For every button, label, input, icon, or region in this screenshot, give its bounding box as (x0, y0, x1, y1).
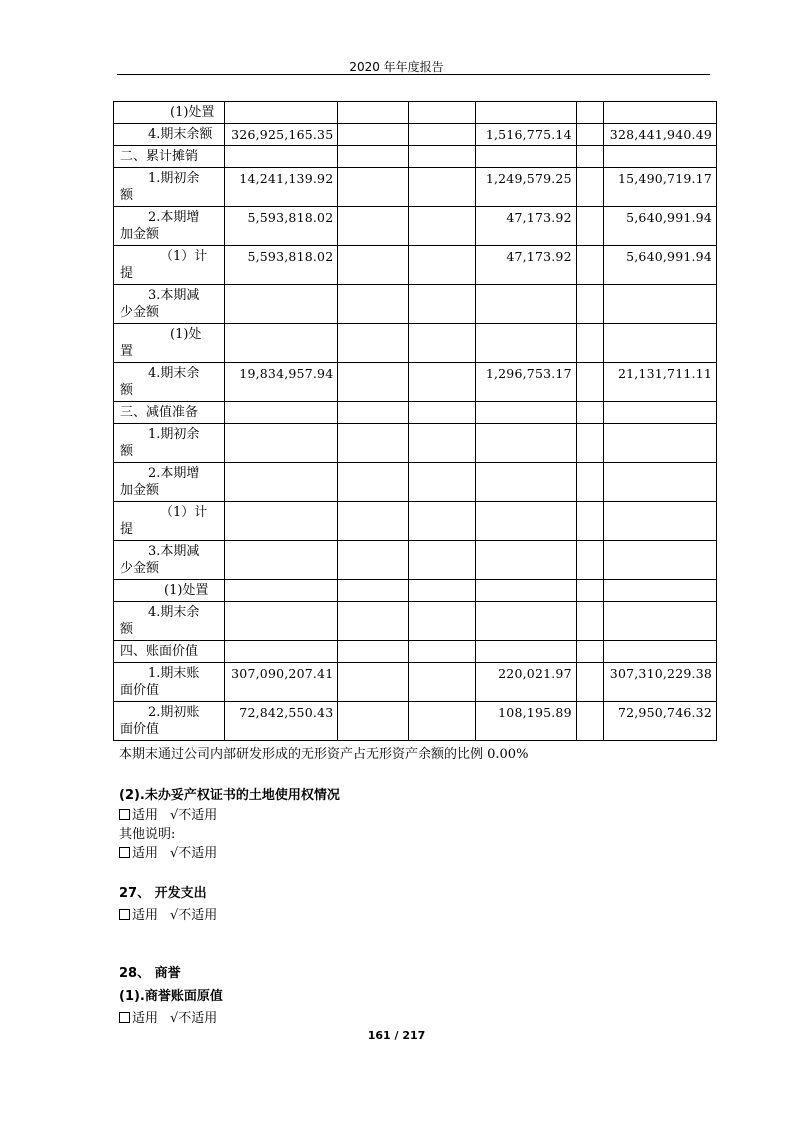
checkbox-applicable (119, 847, 130, 858)
cell-c2 (338, 541, 409, 580)
row-label (114, 663, 225, 702)
row-label-line: 额 (120, 444, 134, 459)
option-applicable-label: 适用 (132, 908, 159, 923)
cell-c2 (338, 502, 409, 541)
cell-c1 (225, 602, 338, 641)
cell-c1 (225, 580, 338, 602)
cell-c4 (475, 541, 576, 580)
row-label (114, 324, 225, 363)
report-header-title: 2020 年年度报告 (349, 60, 444, 74)
table-row (114, 124, 717, 146)
cell-c3 (409, 285, 475, 324)
table-row (114, 463, 717, 502)
table-row (114, 663, 717, 702)
cell-c3 (409, 207, 475, 246)
cell-c5 (576, 541, 603, 580)
table-row (114, 580, 717, 602)
row-label-line: 1.期初余 (148, 171, 200, 186)
cell-c2 (338, 402, 409, 424)
cell-c1 (225, 502, 338, 541)
row-label-line: 面价值 (120, 722, 160, 737)
cell-c2 (338, 424, 409, 463)
cell-c6: 5,640,991.94 (603, 207, 716, 246)
row-label (114, 641, 225, 663)
cell-c4: 1,296,753.17 (475, 363, 576, 402)
cell-c6 (603, 580, 716, 602)
row-label-line: 4.期末余 (148, 605, 200, 620)
cell-c5 (576, 641, 603, 663)
row-label-line: 加金额 (120, 483, 160, 498)
cell-c5 (576, 324, 603, 363)
cell-c4 (475, 324, 576, 363)
land-rights-heading: (2).未办妥产权证书的土地使用权情况 (119, 788, 340, 803)
cell-c6 (603, 285, 716, 324)
cell-c5 (576, 102, 603, 124)
cell-c2 (338, 168, 409, 207)
cell-c3 (409, 541, 475, 580)
cell-c1 (225, 146, 338, 168)
cell-c1 (225, 402, 338, 424)
row-label (114, 602, 225, 641)
cell-c6 (603, 541, 716, 580)
option-applicable-label: 适用 (132, 846, 159, 861)
cell-c4 (475, 402, 576, 424)
cell-c4 (475, 102, 576, 124)
cell-c5 (576, 146, 603, 168)
row-label (114, 168, 225, 207)
cell-c4 (475, 146, 576, 168)
checkbox-applicable (119, 1012, 130, 1023)
row-label (114, 502, 225, 541)
table-row (114, 324, 717, 363)
cell-c1 (225, 102, 338, 124)
row-label-line: 额 (120, 188, 134, 203)
cell-c1 (225, 424, 338, 463)
table-row (114, 102, 717, 124)
cell-c6: 21,131,711.11 (603, 363, 716, 402)
table-row (114, 424, 717, 463)
cell-c5 (576, 168, 603, 207)
row-label-line: 2.本期增 (148, 210, 200, 225)
table-row (114, 541, 717, 580)
row-label (114, 541, 225, 580)
cell-c5 (576, 246, 603, 285)
cell-c1: 5,593,818.02 (225, 207, 338, 246)
option-not-applicable-label: √不适用 (170, 1011, 218, 1026)
option-not-applicable-label: √不适用 (170, 908, 218, 923)
cell-c6 (603, 502, 716, 541)
cell-c3 (409, 502, 475, 541)
intangible-assets-table (113, 101, 717, 741)
cell-c3 (409, 363, 475, 402)
cell-c4 (475, 580, 576, 602)
option-not-applicable-label: √不适用 (170, 808, 218, 823)
rd-ratio-note: 本期末通过公司内部研发形成的无形资产占无形资产余额的比例 0.00% (119, 747, 529, 762)
cell-c4: 220,021.97 (475, 663, 576, 702)
cell-c4: 47,173.92 (475, 207, 576, 246)
header-divider (117, 74, 710, 75)
row-label-line: 3.本期减 (148, 544, 200, 559)
cell-c3 (409, 324, 475, 363)
row-label-line: (1)处置 (164, 583, 209, 598)
cell-c2 (338, 663, 409, 702)
row-label (114, 424, 225, 463)
table-row (114, 168, 717, 207)
cell-c3 (409, 424, 475, 463)
cell-c5 (576, 602, 603, 641)
cell-c2 (338, 580, 409, 602)
cell-c6 (603, 146, 716, 168)
row-label (114, 246, 225, 285)
cell-c3 (409, 146, 475, 168)
row-label (114, 207, 225, 246)
cell-c1 (225, 541, 338, 580)
cell-c3 (409, 580, 475, 602)
option-not-applicable-label: √不适用 (170, 846, 218, 861)
cell-c2 (338, 146, 409, 168)
cell-c4 (475, 424, 576, 463)
row-label (114, 702, 225, 741)
cell-c5 (576, 663, 603, 702)
table-row (114, 207, 717, 246)
row-label-line: 1.期末账 (148, 666, 200, 681)
cell-c6 (603, 424, 716, 463)
row-label-line: 2.本期增 (148, 466, 200, 481)
page-number: 161 / 217 (367, 1029, 426, 1042)
row-label-line: 三、减值准备 (120, 405, 199, 420)
cell-c1: 72,842,550.43 (225, 702, 338, 741)
cell-c4 (475, 285, 576, 324)
table-row (114, 363, 717, 402)
row-label-line: 额 (120, 383, 134, 398)
row-label (114, 580, 225, 602)
cell-c3 (409, 641, 475, 663)
cell-c2 (338, 324, 409, 363)
cell-c5 (576, 124, 603, 146)
row-label-line: 面价值 (120, 683, 160, 698)
cell-c1 (225, 324, 338, 363)
option-applicable-label: 适用 (132, 1011, 159, 1026)
row-label-line: (1)处 (170, 327, 202, 342)
dev-expense-options (119, 904, 217, 923)
option-applicable-label: 适用 (132, 808, 159, 823)
row-label (114, 285, 225, 324)
cell-c2 (338, 641, 409, 663)
cell-c5 (576, 463, 603, 502)
cell-c3 (409, 602, 475, 641)
cell-c4 (475, 641, 576, 663)
row-label (114, 146, 225, 168)
cell-c3 (409, 102, 475, 124)
cell-c2 (338, 363, 409, 402)
table-row (114, 502, 717, 541)
cell-c2 (338, 602, 409, 641)
table-row (114, 285, 717, 324)
cell-c2 (338, 285, 409, 324)
table-row (114, 402, 717, 424)
row-label-line: 置 (120, 344, 134, 359)
row-label-line: 加金额 (120, 227, 160, 242)
cell-c4: 108,195.89 (475, 702, 576, 741)
cell-c1 (225, 641, 338, 663)
row-label-line: 2.期初账 (148, 705, 200, 720)
cell-c5 (576, 502, 603, 541)
row-label-line: 四、账面价值 (120, 644, 199, 659)
cell-c1: 14,241,139.92 (225, 168, 338, 207)
cell-c6 (603, 641, 716, 663)
cell-c2 (338, 702, 409, 741)
row-label-line: 少金额 (120, 561, 160, 576)
goodwill-heading: 28、 商誉 (119, 966, 181, 981)
cell-c1 (225, 285, 338, 324)
cell-c6 (603, 602, 716, 641)
row-label (114, 102, 225, 124)
cell-c4 (475, 502, 576, 541)
cell-c2 (338, 124, 409, 146)
cell-c3 (409, 702, 475, 741)
cell-c4 (475, 463, 576, 502)
cell-c6 (603, 463, 716, 502)
cell-c5 (576, 702, 603, 741)
goodwill-options (119, 1007, 217, 1026)
other-notes-label: 其他说明: (119, 827, 176, 842)
cell-c3 (409, 168, 475, 207)
row-label-line: 提 (120, 266, 134, 281)
row-label-line: 4.期末余 (148, 366, 200, 381)
row-label-line: 4.期末余额 (148, 127, 213, 142)
cell-c5 (576, 207, 603, 246)
cell-c2 (338, 246, 409, 285)
cell-c1: 19,834,957.94 (225, 363, 338, 402)
cell-c4 (475, 602, 576, 641)
row-label (114, 363, 225, 402)
table-row (114, 702, 717, 741)
row-label-line: 提 (120, 522, 134, 537)
table-row (114, 641, 717, 663)
land-rights-options (119, 804, 217, 823)
cell-c4: 1,516,775.14 (475, 124, 576, 146)
cell-c6: 328,441,940.49 (603, 124, 716, 146)
row-label (114, 124, 225, 146)
cell-c6 (603, 402, 716, 424)
dev-expense-heading: 27、 开发支出 (119, 886, 207, 901)
row-label-line: (1)处置 (170, 105, 215, 120)
cell-c5 (576, 580, 603, 602)
row-label (114, 402, 225, 424)
cell-c3 (409, 124, 475, 146)
cell-c6: 307,310,229.38 (603, 663, 716, 702)
cell-c6 (603, 102, 716, 124)
row-label-line: （1）计 (160, 505, 208, 520)
cell-c6: 72,950,746.32 (603, 702, 716, 741)
cell-c1: 5,593,818.02 (225, 246, 338, 285)
cell-c5 (576, 363, 603, 402)
cell-c4: 47,173.92 (475, 246, 576, 285)
cell-c5 (576, 402, 603, 424)
cell-c6: 15,490,719.17 (603, 168, 716, 207)
table-row (114, 146, 717, 168)
cell-c5 (576, 285, 603, 324)
row-label-line: 少金额 (120, 305, 160, 320)
cell-c3 (409, 463, 475, 502)
cell-c3 (409, 663, 475, 702)
cell-c3 (409, 402, 475, 424)
checkbox-applicable (119, 809, 130, 820)
cell-c2 (338, 207, 409, 246)
cell-c3 (409, 246, 475, 285)
checkbox-applicable (119, 909, 130, 920)
cell-c1: 307,090,207.41 (225, 663, 338, 702)
row-label-line: 额 (120, 622, 134, 637)
cell-c2 (338, 463, 409, 502)
cell-c5 (576, 424, 603, 463)
cell-c1 (225, 463, 338, 502)
row-label-line: 3.本期减 (148, 288, 200, 303)
row-label-line: （1）计 (160, 249, 208, 264)
row-label-line: 1.期初余 (148, 427, 200, 442)
row-label-line: 二、累计摊销 (120, 149, 199, 164)
row-label (114, 463, 225, 502)
goodwill-subheading: (1).商誉账面原值 (119, 989, 223, 1004)
other-notes-options (119, 842, 217, 861)
table-row (114, 246, 717, 285)
cell-c2 (338, 102, 409, 124)
cell-c6: 5,640,991.94 (603, 246, 716, 285)
cell-c1: 326,925,165.35 (225, 124, 338, 146)
cell-c4: 1,249,579.25 (475, 168, 576, 207)
table-row (114, 602, 717, 641)
cell-c6 (603, 324, 716, 363)
